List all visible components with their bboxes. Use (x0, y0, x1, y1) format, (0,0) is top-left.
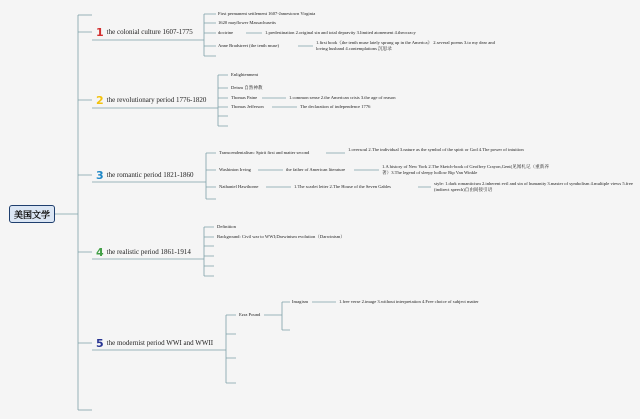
leaf-anne-bradstreet[interactable]: Anne Bradstreet (the tenth muse) (218, 43, 279, 48)
leaf-hawthorne-works: 1.The scarlet letter 2.The House of the Seven Gables (294, 184, 391, 189)
leaf-irving-title: the father of American literature (286, 167, 346, 172)
branch-romantic[interactable] (96, 167, 194, 183)
leaf-first-settlement[interactable]: First permanent settlement 1607-Jamestown Virginia (218, 11, 316, 16)
branch-colonial[interactable] (96, 24, 193, 40)
number-badge-3: 3 (96, 168, 104, 182)
branch-label: the colonial culture 1607-1775 (106, 28, 193, 36)
leaf-enlightenment[interactable]: Enlightenment (231, 72, 259, 77)
leaf-thomas-paine[interactable]: Thomas Paine (231, 95, 258, 100)
branch-realistic[interactable] (96, 244, 191, 260)
leaf-washington-irving[interactable]: Washinton Irving (219, 167, 251, 172)
branch-label: the realistic period 1861-1914 (106, 248, 191, 256)
leaf-imagism[interactable]: Imagism (292, 299, 309, 304)
number-badge-1: 1 (96, 25, 104, 39)
leaf-transcendentalism[interactable]: Transcendentalism: Spirit first and matter second (219, 150, 310, 155)
leaf-nathaniel-hawthorne[interactable]: Nathaniel Hawthorne (219, 184, 259, 189)
leaf-ezra-pound[interactable]: Ezra Pound (239, 312, 261, 317)
number-badge-2: 2 (96, 93, 104, 107)
branch-modernist[interactable] (96, 335, 213, 351)
leaf-thomas-jefferson[interactable]: Thomas Jefferson (231, 104, 264, 109)
leaf-hawthorne-style: style: 1.dark romanticism 2.inherent evil and sin of humanity 3.master of symbolism 4.multiple views 5.free (indirect speech)自由间接引语 (434, 181, 633, 192)
number-badge-4: 4 (96, 245, 104, 259)
leaf-transcendentalism-detail: 1.oversoul 2.The individual 3.nature as the symbol of the spirit or God 4.The power of intuition (348, 147, 524, 152)
leaf-bradstreet-works: 1.first book《the tenth muse lately sprung up in the America》 2.several poems 3.to my dear and loving husband 4.contemplations 沉思录 (316, 40, 495, 51)
leaf-paine-works: 1.common sense 2.the American crisis 3.the age of reason (289, 95, 396, 100)
leaf-imagism-detail: 1.free verse 2.image 3.without interpretation 4.Free choice of subject matter (339, 299, 479, 304)
leaf-definition[interactable]: Definition (217, 224, 236, 229)
branch-revolutionary[interactable] (96, 92, 206, 108)
leaf-jefferson-works: The declaration of independence 1776 (300, 104, 371, 109)
leaf-deism[interactable]: Deism 自然神教 (231, 85, 263, 90)
leaf-irving-works: 1.A history of New York 2.The Sketch-book of Geoffrey Crayon,Gent(见闻札记（重新养著）3.The legend of sleepy hollow Rip Van Winkle (382, 164, 549, 175)
leaf-mayflower[interactable]: 1620 mayflower Massachusetts (218, 20, 276, 25)
branch-label: the romantic period 1821-1860 (106, 171, 194, 179)
number-badge-5: 5 (96, 336, 104, 350)
leaf-background[interactable]: Background: Civil war to WWI;Darwinism evolution（Darwinism） (217, 234, 345, 239)
leaf-doctrine[interactable]: doctrine (218, 30, 234, 35)
branch-label: the revolutionary period 1776-1820 (106, 96, 207, 104)
leaf-doctrine-detail: 1.predestination 2.original sin and total depravity 3.limited atonement 4.theocracy (265, 30, 416, 35)
branch-label: the modernist period WWI and WWII (106, 339, 214, 347)
root-node[interactable]: 美国文学 (9, 205, 55, 223)
